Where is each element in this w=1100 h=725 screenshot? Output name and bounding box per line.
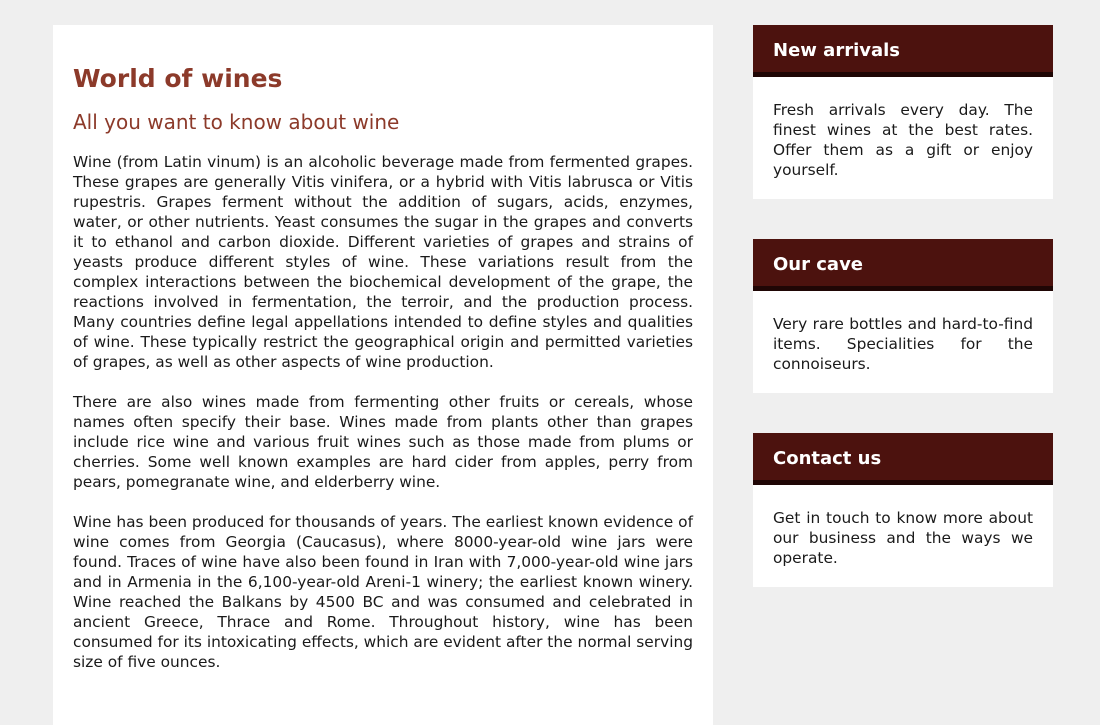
widget-contact-us — [753, 433, 1053, 587]
widget-text: Very rare bottles and hard-to-find items. Specialities for the connoiseurs. — [773, 315, 1033, 373]
main-content — [53, 25, 713, 725]
article-paragraph: Wine has been produced for thousands of years. The earliest known evidence of wine comes from Georgia (Caucasus), where 8000-year-old wine jars were found. Traces of wine have also been found in Iran with 7,000-year-old wine jars and in Armenia in the 6,100-year-old Areni-1 winery; the earliest known winery. Wine reached the Balkans by 4500 BC and was consumed and celebrated in ancient Greece, Thrace and Rome. Throughout history, wine has been consumed for its intoxicating effects, which are evident after the normal serving size of five ounces. — [73, 513, 693, 671]
sidebar — [753, 25, 1053, 627]
widget-title: Contact us — [773, 448, 882, 469]
widget-new-arrivals — [753, 25, 1053, 199]
widget-header — [753, 433, 1053, 485]
article-paragraph: There are also wines made from fermenting other fruits or cereals, whose names often specify their base. Wines made from plants other than grapes include rice wine and various fruit wines such as those made from plums or cherries. Some well known examples are hard cider from apples, perry from pears, pomegranate wine, and elderberry wine. — [73, 393, 693, 491]
page-title: World of wines — [73, 64, 283, 93]
page-subtitle: All you want to know about wine — [73, 110, 400, 134]
widget-title: Our cave — [773, 254, 864, 275]
widget-text: Fresh arrivals every day. The finest wines at the best rates. Offer them as a gift or enjoy yourself. — [773, 101, 1033, 179]
article-body — [73, 152, 693, 672]
widget-text: Get in touch to know more about our business and the ways we operate. — [773, 509, 1033, 567]
widget-title: New arrivals — [773, 40, 901, 61]
widget-header — [753, 239, 1053, 291]
widget-our-cave — [753, 239, 1053, 393]
widget-header — [753, 25, 1053, 77]
article-paragraph: Wine (from Latin vinum) is an alcoholic beverage made from fermented grapes. These grapes are generally Vitis vinifera, or a hybrid with Vitis labrusca or Vitis rupestris. Grapes ferment without the addition of sugars, acids, enzymes, water, or other nutrients. Yeast consumes the sugar in the grapes and converts it to ethanol and carbon dioxide. Different varieties of grapes and strains of yeasts produce different styles of wine. These variations result from the complex interactions between the biochemical development of the grape, the reactions involved in fermentation, the terroir, and the production process. Many countries define legal appellations intended to define styles and qualities of wine. These typically restrict the geographical origin and permitted varieties of grapes, as well as other aspects of wine production. — [73, 153, 693, 371]
